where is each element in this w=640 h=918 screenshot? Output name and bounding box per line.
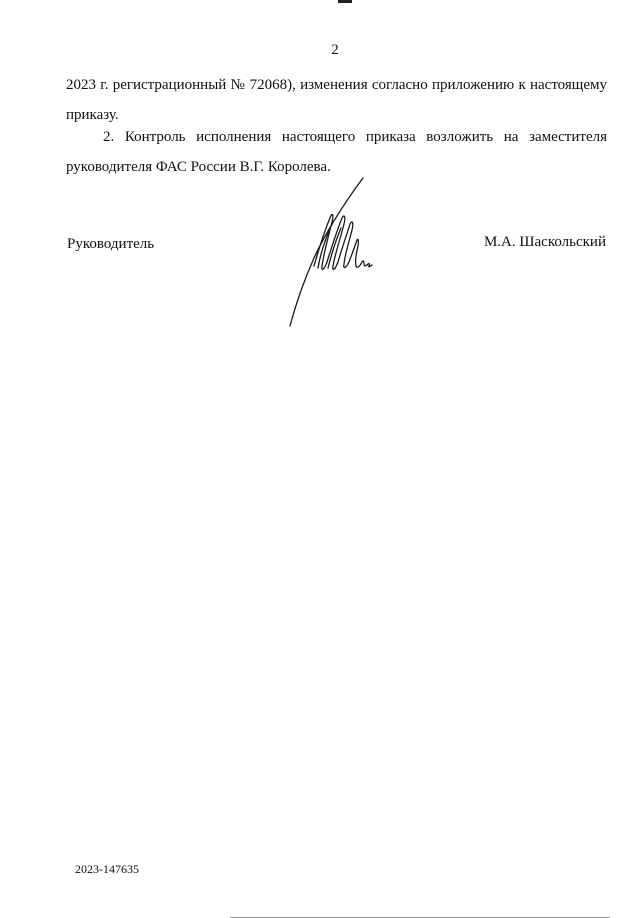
page-number: 2 <box>331 42 339 58</box>
handwritten-signature <box>284 176 376 328</box>
scan-edge-mark <box>338 0 352 3</box>
paragraph-line: руководителя ФАС России В.Г. Королева. <box>66 159 331 175</box>
paragraph-line: 2. Контроль исполнения настоящего приказа возложить на заместителя <box>103 129 607 145</box>
paragraph-line: 2023 г. регистрационный № 72068), изменения согласно приложению к настоящему <box>66 77 607 93</box>
signatory-role: Руководитель <box>67 236 155 252</box>
paragraph-line: приказу. <box>66 107 119 123</box>
document-number: 2023-147635 <box>75 862 139 876</box>
paragraph-continuation <box>66 70 607 130</box>
signatory-name: М.А. Шаскольский <box>483 234 606 250</box>
paragraph-item-2 <box>66 122 607 182</box>
